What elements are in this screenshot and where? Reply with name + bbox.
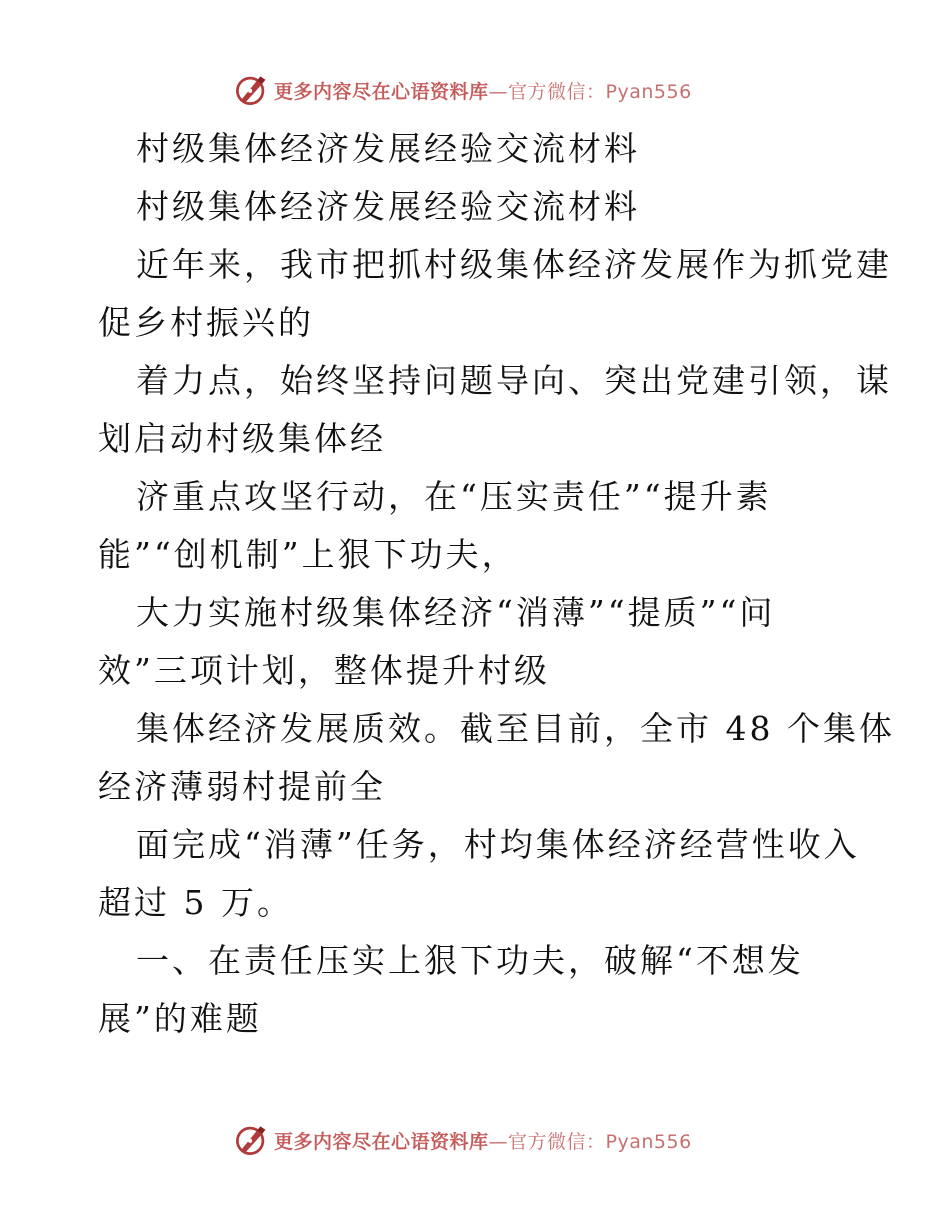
pen-logo-icon	[234, 73, 268, 107]
banner-wechat-text: 官方微信：Pyan556	[508, 80, 692, 103]
header-banner	[234, 72, 692, 108]
doc-line: 村级集体经济发展经验交流材料	[136, 187, 640, 226]
doc-line: 近年来，我市把抓村级集体经济发展作为抓党建	[136, 245, 892, 284]
doc-line: 济重点攻坚行动，在“压实责任”“提升素	[136, 477, 772, 516]
doc-line: 面完成“消薄”任务，村均集体经济经营性收入	[136, 825, 860, 864]
doc-line: 经济薄弱村提前全	[98, 767, 386, 806]
banner-separator: —	[488, 1130, 509, 1153]
pen-logo-icon	[234, 1123, 268, 1157]
banner-main-text: 更多内容尽在心语资料库	[274, 80, 489, 103]
doc-line: 效”三项计划，整体提升村级	[98, 651, 550, 690]
doc-line: 村级集体经济发展经验交流材料	[136, 129, 640, 168]
doc-line: 大力实施村级集体经济“消薄”“提质”“问	[136, 593, 776, 632]
banner-main-text: 更多内容尽在心语资料库	[274, 1130, 489, 1153]
footer-banner	[234, 1122, 692, 1158]
doc-line: 集体经济发展质效。截至目前，全市 48 个集体	[136, 709, 895, 748]
doc-line: 着力点，始终坚持问题导向、突出党建引领，谋	[136, 361, 892, 400]
doc-line: 促乡村振兴的	[98, 303, 314, 342]
doc-line: 能”“创机制”上狠下功夫，	[98, 535, 518, 574]
doc-line: 划启动村级集体经	[98, 419, 386, 458]
banner-separator: —	[488, 80, 509, 103]
doc-line: 超过 5 万。	[98, 883, 293, 922]
banner-wechat-text: 官方微信：Pyan556	[508, 1130, 692, 1153]
doc-line: 展”的难题	[98, 999, 262, 1038]
doc-line: 一、在责任压实上狠下功夫，破解“不想发	[136, 941, 804, 980]
document-body	[98, 120, 895, 1048]
